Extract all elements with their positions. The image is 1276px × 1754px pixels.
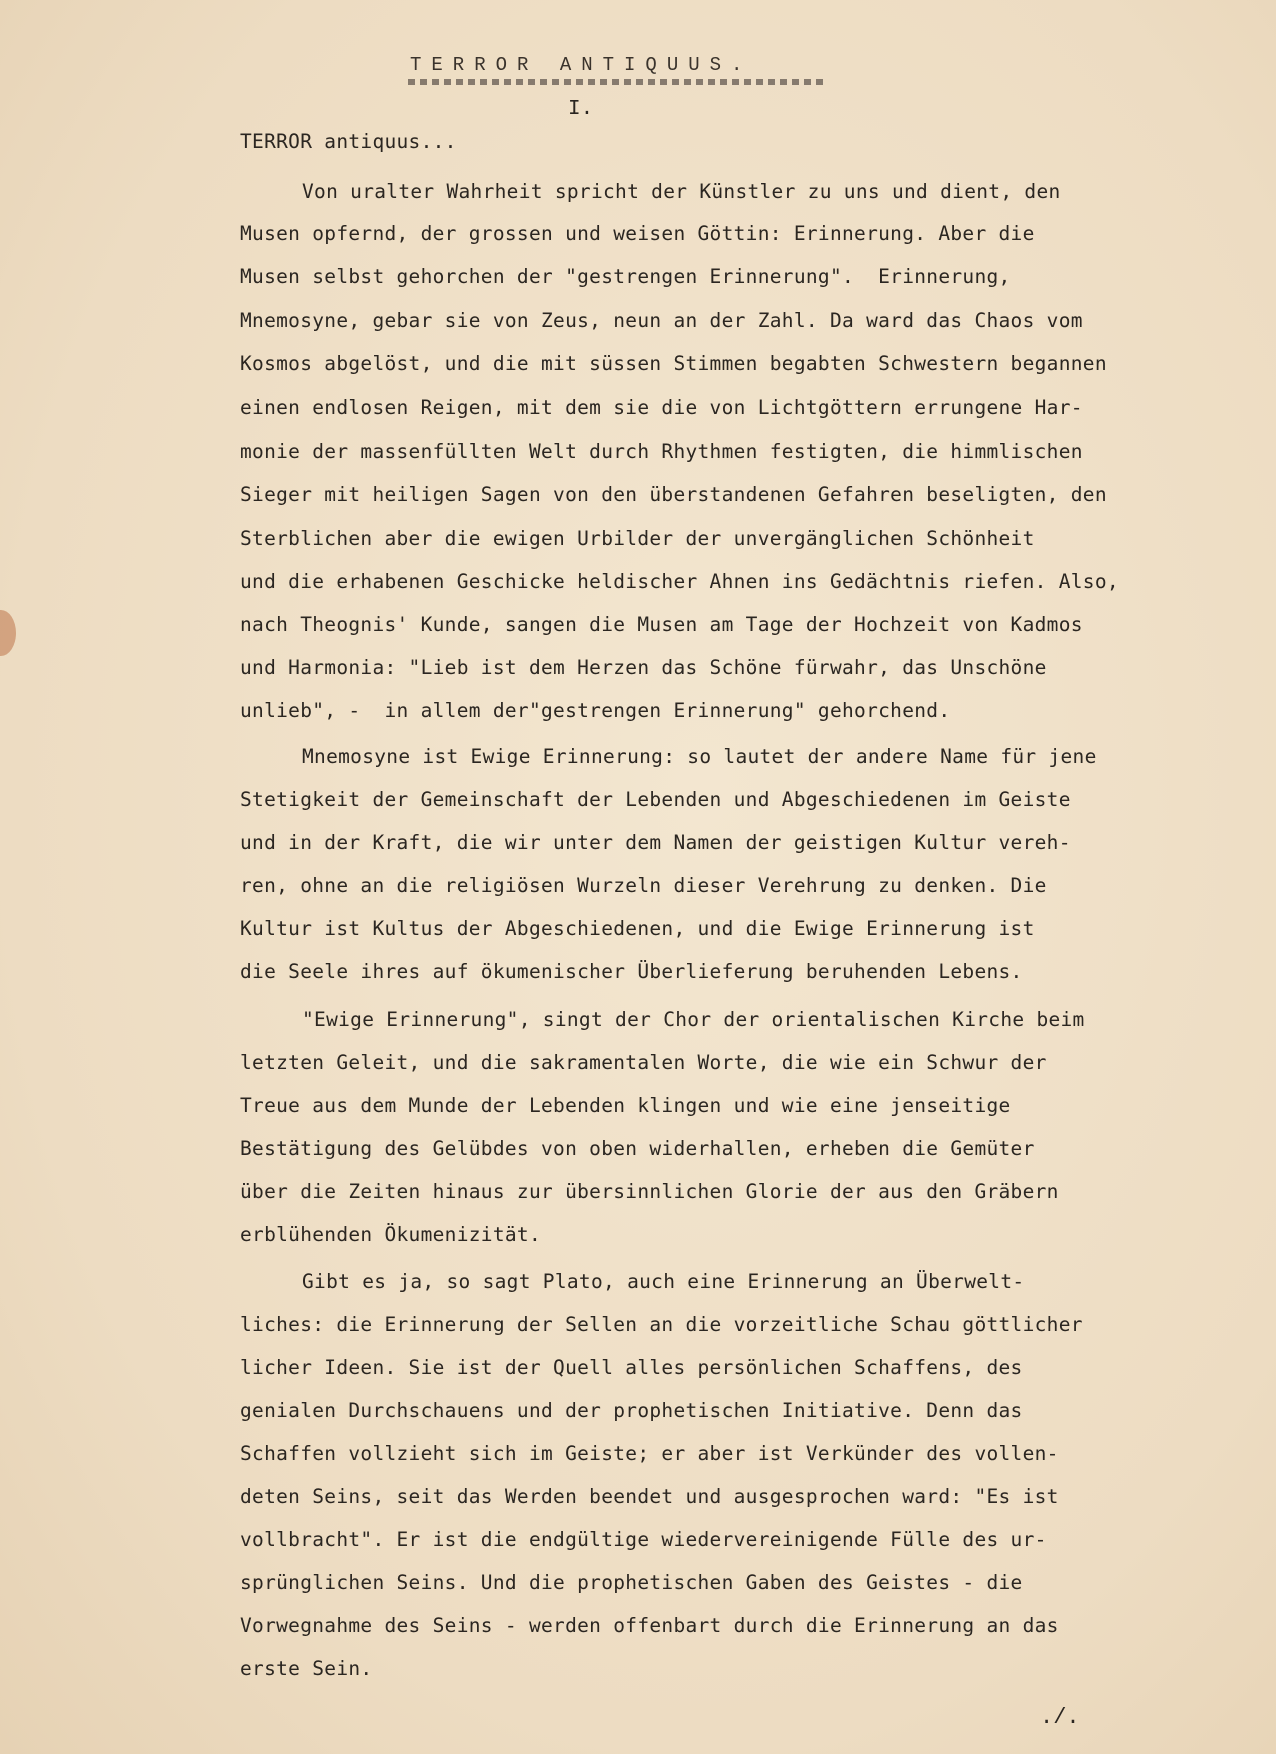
text-line: TERROR antiquus... bbox=[240, 130, 457, 153]
text-line: die Seele ihres auf ökumenischer Überlieferung beruhenden Lebens. bbox=[240, 960, 1023, 983]
text-line: erste Sein. bbox=[240, 1657, 373, 1680]
text-line: Stetigkeit der Gemeinschaft der Lebenden und Abgeschiedenen im Geiste bbox=[240, 788, 1071, 811]
text-line: Kosmos abgelöst, und die mit süssen Stimmen begabten Schwestern begannen bbox=[240, 352, 1107, 375]
document-title: TERROR ANTIQUUS. bbox=[410, 54, 753, 76]
text-line: Bestätigung des Gelübdes von oben widerhallen, erheben die Gemüter bbox=[240, 1137, 1035, 1160]
text-line: Schaffen vollzieht sich im Geiste; er aber ist Verkünder des vollen- bbox=[240, 1442, 1059, 1465]
text-line: liches: die Erinnerung der Sellen an die vorzeitliche Schau göttlicher bbox=[240, 1313, 1083, 1336]
text-line: Sieger mit heiligen Sagen von den überstandenen Gefahren beseligten, den bbox=[240, 483, 1107, 506]
text-line: Von uralter Wahrheit spricht der Künstler zu uns und dient, den bbox=[302, 180, 1061, 203]
text-line: nach Theognis' Kunde, sangen die Musen am Tage der Hochzeit von Kadmos bbox=[240, 613, 1083, 636]
text-line: über die Zeiten hinaus zur übersinnlichen Glorie der aus den Gräbern bbox=[240, 1180, 1059, 1203]
text-line: ren, ohne an die religiösen Wurzeln dieser Verehrung zu denken. Die bbox=[240, 874, 1047, 897]
text-line: vollbracht". Er ist die endgültige wiedervereinigende Fülle des ur- bbox=[240, 1528, 1047, 1551]
text-line: Sterblichen aber die ewigen Urbilder der unvergänglichen Schönheit bbox=[240, 527, 1035, 550]
text-line: und die erhabenen Geschicke heldischer Ahnen ins Gedächtnis riefen. Also, bbox=[240, 570, 1119, 593]
text-line: Mnemosyne, gebar sie von Zeus, neun an der Zahl. Da ward das Chaos vom bbox=[240, 309, 1083, 332]
text-line: Vorwegnahme des Seins - werden offenbart durch die Erinnerung an das bbox=[240, 1614, 1059, 1637]
text-line: Gibt es ja, so sagt Plato, auch eine Erinnerung an Überwelt- bbox=[302, 1270, 1025, 1293]
text-line: Musen selbst gehorchen der "gestrengen Erinnerung". Erinnerung, bbox=[240, 265, 1011, 288]
text-line: licher Ideen. Sie ist der Quell alles persönlichen Schaffens, des bbox=[240, 1356, 1023, 1379]
text-line: letzten Geleit, und die sakramentalen Worte, die wie ein Schwur der bbox=[240, 1051, 1047, 1074]
paper-stain bbox=[0, 610, 16, 656]
text-line: und in der Kraft, die wir unter dem Namen der geistigen Kultur vereh- bbox=[240, 831, 1071, 854]
continuation-mark: ./. bbox=[1040, 1705, 1080, 1730]
text-line: Musen opfernd, der grossen und weisen Göttin: Erinnerung. Aber die bbox=[240, 222, 1035, 245]
text-line: deten Seins, seit das Werden beendet und ausgesprochen ward: "Es ist bbox=[240, 1485, 1059, 1508]
text-line: Kultur ist Kultus der Abgeschiedenen, und die Ewige Erinnerung ist bbox=[240, 917, 1035, 940]
text-line: einen endlosen Reigen, mit dem sie die von Lichtgöttern errungene Har- bbox=[240, 396, 1083, 419]
text-line: monie der massenfüllten Welt durch Rhythmen festigten, die himmlischen bbox=[240, 440, 1083, 463]
text-line: Treue aus dem Munde der Lebenden klingen und wie eine jenseitige bbox=[240, 1094, 1011, 1117]
text-line: genialen Durchschauens und der prophetischen Initiative. Denn das bbox=[240, 1399, 1023, 1422]
text-line: sprünglichen Seins. Und die prophetischen Gaben des Geistes - die bbox=[240, 1571, 1023, 1594]
text-line: unlieb", - in allem der"gestrengen Erinnerung" gehorchend. bbox=[240, 699, 951, 722]
title-underline bbox=[408, 79, 826, 85]
section-numeral: I. bbox=[568, 98, 594, 121]
text-line: erblühenden Ökumenizität. bbox=[240, 1223, 541, 1246]
text-line: Mnemosyne ist Ewige Erinnerung: so lautet der andere Name für jene bbox=[302, 745, 1097, 768]
text-line: "Ewige Erinnerung", singt der Chor der orientalischen Kirche beim bbox=[302, 1008, 1085, 1031]
text-line: und Harmonia: "Lieb ist dem Herzen das Schöne fürwahr, das Unschöne bbox=[240, 656, 1047, 679]
